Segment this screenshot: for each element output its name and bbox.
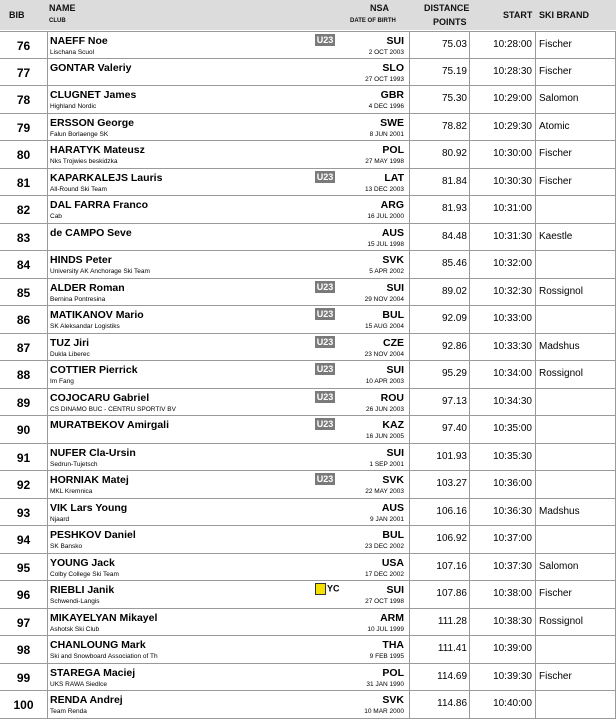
start-time: 10:28:00 (493, 39, 532, 50)
ski-brand: Fischer (539, 148, 572, 159)
nsa-code: AUS (381, 501, 404, 514)
distance-points: 92.86 (441, 340, 467, 352)
athlete-club: University AK Anchorage Ski Team (50, 268, 150, 275)
distance-points: 111.41 (437, 643, 467, 654)
table-row (0, 279, 616, 307)
start-time: 10:40:00 (493, 698, 532, 709)
bib-number: 94 (16, 533, 31, 547)
date-of-birth: 29 NOV 2004 (364, 295, 404, 303)
ski-brand: Rossignol (539, 368, 583, 379)
start-time: 10:38:00 (493, 588, 532, 599)
divider (47, 361, 48, 388)
distance-points: 78.82 (441, 120, 467, 132)
start-time: 10:32:30 (493, 285, 532, 297)
nsa-code: THA (382, 639, 404, 651)
athlete-club: Nks Trojwies beskidzka (50, 158, 118, 165)
athlete-club: Falun Borlaenge SK (50, 130, 109, 138)
table-row (0, 664, 616, 692)
date-of-birth: 5 APR 2002 (369, 268, 404, 275)
divider (535, 334, 536, 361)
divider (535, 361, 536, 388)
divider (535, 59, 536, 86)
divider (47, 251, 48, 278)
distance-points: 92.09 (441, 313, 467, 324)
table-row (0, 636, 616, 664)
nsa-code: SLO (382, 61, 404, 74)
start-time: 10:36:30 (493, 505, 532, 517)
nsa-code: SVK (382, 474, 404, 486)
distance-points: 95.29 (441, 368, 467, 379)
divider (47, 279, 48, 306)
date-of-birth: 27 MAY 1998 (365, 158, 404, 165)
divider (47, 416, 48, 443)
nsa-code: SUI (386, 364, 404, 376)
athlete-name: CLUGNET James (50, 89, 137, 101)
u23-badge: U23 (316, 474, 334, 484)
ski-brand: Rossignol (539, 615, 583, 627)
bib-number: 87 (16, 340, 31, 355)
divider (535, 636, 536, 663)
nsa-code: POL (382, 666, 404, 679)
start-time: 10:30:30 (493, 175, 532, 187)
distance-points: 75.19 (441, 65, 467, 77)
athlete-name: CHANLOUNG Mark (50, 639, 146, 651)
athlete-name: HORNIAK Matej (50, 474, 129, 486)
athlete-club: All-Round Ski Team (50, 185, 107, 193)
nsa-code: ARM (380, 611, 404, 624)
bib-number: 86 (16, 313, 31, 327)
distance-points: 80.92 (441, 148, 467, 159)
athlete-club: SK Aleksandar Logistiks (50, 323, 120, 330)
divider (535, 444, 536, 471)
divider (47, 334, 48, 361)
bib-number: 96 (16, 588, 31, 602)
divider (535, 251, 536, 278)
table-header (0, 0, 616, 30)
yc-label: YC (327, 583, 340, 594)
start-time: 10:29:00 (493, 93, 532, 104)
divider (47, 59, 48, 86)
divider (535, 554, 536, 581)
ski-brand: Atomic (539, 120, 570, 132)
table-row (0, 306, 616, 334)
u23-badge: U23 (316, 171, 334, 182)
start-time: 10:36:00 (493, 478, 532, 489)
date-of-birth: 10 MAR 2000 (364, 708, 404, 715)
athlete-club: Cab (50, 213, 62, 220)
table-row (0, 609, 616, 637)
divider (47, 581, 48, 608)
header-dob: DATE OF BIRTH (350, 18, 396, 24)
divider (535, 389, 536, 416)
bib-number: 99 (16, 670, 31, 685)
start-time: 10:39:00 (493, 643, 532, 654)
divider (47, 389, 48, 416)
table-row (0, 581, 616, 609)
nsa-code: SUI (386, 584, 404, 596)
athlete-name: RENDA Andrej (50, 694, 123, 706)
divider (47, 444, 48, 471)
divider (535, 114, 536, 141)
divider (47, 664, 48, 691)
athlete-club: Ski and Snowboard Association of Th (50, 653, 158, 660)
athlete-club: Highland Nordic (50, 103, 97, 110)
yellow-card-badge (315, 583, 340, 595)
table-body (0, 31, 616, 719)
divider (47, 554, 48, 581)
u23-badge: U23 (316, 309, 334, 319)
athlete-club: Colby College Ski Team (50, 570, 119, 578)
bib-number: 83 (16, 230, 31, 245)
divider (47, 471, 48, 498)
date-of-birth: 27 OCT 1998 (365, 598, 404, 605)
ski-brand: Rossignol (539, 285, 583, 297)
date-of-birth: 2 OCT 2003 (368, 49, 404, 56)
distance-points: 97.40 (441, 423, 467, 434)
date-of-birth: 1 SEP 2001 (369, 460, 404, 468)
start-time: 10:35:30 (493, 450, 532, 462)
nsa-code: GBR (380, 89, 404, 101)
ski-brand: Kaestle (539, 230, 573, 242)
header-bib: BIB (9, 10, 25, 20)
date-of-birth: 16 JUN 2005 (366, 433, 404, 440)
bib-number: 97 (16, 615, 31, 630)
athlete-name: MIKAYELYAN Mikayel (50, 611, 158, 624)
athlete-name: HINDS Peter (50, 254, 112, 266)
table-row (0, 444, 616, 472)
bib-number: 92 (16, 478, 31, 492)
divider (47, 196, 48, 223)
start-time: 10:32:00 (493, 258, 532, 269)
table-row (0, 499, 616, 527)
header-club: CLUB (49, 18, 66, 24)
nsa-code: SVK (382, 694, 404, 706)
nsa-code: BUL (382, 529, 404, 541)
ski-brand: Fischer (539, 65, 572, 77)
date-of-birth: 15 JUL 1998 (367, 240, 404, 248)
nsa-code: KAZ (382, 419, 404, 431)
date-of-birth: 31 JAN 1990 (366, 680, 404, 688)
bib-number: 79 (16, 120, 31, 135)
date-of-birth: 8 JUN 2001 (369, 130, 404, 138)
athlete-name: GONTAR Valeriy (50, 61, 132, 74)
start-time: 10:31:30 (493, 230, 532, 242)
athlete-club: UKS RAWA Siedlce (50, 680, 107, 688)
date-of-birth: 9 JAN 2001 (370, 515, 404, 523)
table-row (0, 526, 616, 554)
distance-points: 103.27 (436, 478, 467, 489)
bib-number: 95 (16, 560, 31, 575)
start-time: 10:31:00 (493, 203, 532, 214)
date-of-birth: 26 JUN 2003 (366, 405, 404, 413)
bib-number: 90 (16, 423, 31, 437)
divider (535, 86, 536, 113)
ski-brand: Fischer (539, 670, 572, 682)
nsa-code: SVK (382, 254, 404, 266)
ski-brand: Salomon (539, 560, 579, 572)
start-time: 10:37:00 (493, 533, 532, 544)
divider (535, 526, 536, 553)
ski-brand: Fischer (539, 175, 572, 187)
u23-badge: U23 (316, 391, 334, 402)
divider (535, 499, 536, 526)
divider (535, 224, 536, 251)
u23-badge: U23 (316, 35, 334, 45)
divider (47, 169, 48, 196)
start-time: 10:28:30 (493, 65, 532, 77)
date-of-birth: 9 FEB 1995 (369, 653, 404, 660)
table-row (0, 59, 616, 87)
bib-number: 89 (16, 395, 31, 410)
date-of-birth: 22 MAY 2003 (365, 488, 404, 495)
divider (47, 691, 48, 718)
nsa-code: AUS (381, 226, 404, 239)
athlete-name: ERSSON George (50, 116, 135, 129)
distance-points: 111.28 (437, 615, 467, 627)
athlete-club: Im Fang (50, 378, 74, 385)
distance-points: 97.13 (441, 395, 467, 407)
header-name: NAME (49, 3, 76, 13)
divider (47, 114, 48, 141)
athlete-name: NUFER Cla-Ursin (50, 446, 136, 459)
date-of-birth: 13 DEC 2003 (364, 185, 404, 193)
distance-points: 89.02 (441, 285, 467, 297)
start-time: 10:33:30 (493, 340, 532, 352)
divider (47, 306, 48, 333)
distance-points: 114.69 (437, 670, 467, 682)
divider (535, 196, 536, 223)
bib-number: 91 (16, 450, 31, 465)
distance-points: 75.30 (441, 93, 467, 104)
athlete-name: MATIKANOV Mario (50, 309, 144, 321)
divider (47, 526, 48, 553)
bib-number: 82 (16, 203, 31, 217)
date-of-birth: 23 DEC 2002 (364, 543, 404, 550)
athlete-club: Lischana Scuol (50, 49, 95, 56)
u23-badge: U23 (316, 364, 334, 374)
nsa-code: USA (381, 556, 404, 569)
table-row (0, 389, 616, 417)
athlete-club: SK Bansko (50, 543, 83, 550)
table-row (0, 554, 616, 582)
athlete-name: TUZ Jiri (50, 336, 90, 349)
distance-points: 75.03 (441, 39, 467, 50)
start-time: 10:39:30 (493, 670, 532, 682)
ski-brand: Fischer (539, 588, 572, 599)
header-nsa: NSA (370, 3, 390, 13)
bib-number: 93 (16, 505, 31, 520)
u23-badge: U23 (316, 336, 334, 347)
distance-points: 107.16 (436, 560, 467, 572)
nsa-code: SUI (386, 446, 404, 459)
athlete-name: YOUNG Jack (50, 556, 115, 569)
nsa-code: SWE (380, 116, 404, 129)
date-of-birth: 10 JUL 1999 (367, 625, 404, 633)
table-row (0, 196, 616, 224)
athlete-club: Bernina Pontresina (50, 295, 106, 303)
distance-points: 107.86 (436, 588, 467, 599)
u23-badge: U23 (316, 419, 334, 429)
start-time: 10:34:00 (493, 368, 532, 379)
distance-points: 106.16 (436, 505, 467, 517)
distance-points: 81.84 (441, 175, 467, 187)
table-row (0, 471, 616, 499)
date-of-birth: 16 JUL 2000 (367, 213, 404, 220)
date-of-birth: 10 APR 2003 (365, 378, 404, 385)
table-row (0, 416, 616, 444)
divider (47, 32, 48, 58)
table-row (0, 334, 616, 362)
nsa-code: POL (382, 144, 404, 156)
athlete-name: VIK Lars Young (50, 501, 128, 514)
bib-number: 100 (13, 698, 34, 712)
table-row (0, 169, 616, 197)
distance-points: 85.46 (441, 258, 467, 269)
athlete-name: ALDER Roman (50, 281, 125, 294)
divider (47, 224, 48, 251)
nsa-code: ARG (380, 199, 404, 211)
divider (47, 609, 48, 636)
nsa-code: SUI (386, 35, 404, 47)
divider (535, 581, 536, 608)
table-row (0, 691, 616, 719)
athlete-club: Schwendi-Langis (50, 598, 100, 605)
table-row (0, 31, 616, 59)
bib-number: 88 (16, 368, 31, 382)
distance-points: 81.93 (441, 203, 467, 214)
divider (535, 306, 536, 333)
divider (47, 636, 48, 663)
athlete-name: KAPARKALEJS Lauris (50, 171, 163, 184)
nsa-code: SUI (386, 281, 404, 294)
table-row (0, 114, 616, 142)
athlete-club: MKL Kremnica (50, 488, 93, 495)
distance-points: 106.92 (436, 533, 467, 544)
bib-number: 80 (16, 148, 31, 162)
distance-points: 114.86 (437, 698, 467, 709)
nsa-code: BUL (382, 309, 404, 321)
divider (47, 499, 48, 526)
header-points: POINTS (433, 17, 467, 27)
athlete-club: Ashotsk Ski Club (50, 625, 100, 633)
start-time: 10:35:00 (493, 423, 532, 434)
bib-number: 84 (16, 258, 31, 272)
bib-number: 81 (16, 175, 31, 190)
divider (535, 32, 536, 58)
nsa-code: ROU (380, 391, 404, 404)
athlete-name: NAEFF Noe (50, 35, 108, 47)
date-of-birth: 23 NOV 2004 (364, 350, 404, 358)
table-row (0, 224, 616, 252)
start-time: 10:38:30 (493, 615, 532, 627)
athlete-name: HARATYK Mateusz (50, 144, 145, 156)
header-distance: DISTANCE (424, 3, 470, 13)
header-start: START (503, 10, 533, 20)
divider (535, 471, 536, 498)
divider (535, 609, 536, 636)
date-of-birth: 17 DEC 2002 (364, 570, 404, 578)
start-time: 10:30:00 (493, 148, 532, 159)
athlete-name: de CAMPO Seve (50, 226, 132, 239)
start-time: 10:34:30 (493, 395, 532, 407)
athlete-name: COJOCARU Gabriel (50, 391, 150, 404)
start-time: 10:33:00 (493, 313, 532, 324)
divider (47, 86, 48, 113)
athlete-name: COTTIER Pierrick (50, 364, 138, 376)
athlete-name: DAL FARRA Franco (50, 199, 149, 211)
athlete-club: Njaard (50, 515, 70, 523)
divider (535, 279, 536, 306)
athlete-name: PESHKOV Daniel (50, 529, 136, 541)
table-row (0, 361, 616, 389)
table-row (0, 251, 616, 279)
ski-brand: Fischer (539, 39, 572, 50)
ski-brand: Madshus (539, 505, 580, 517)
u23-badge: U23 (316, 281, 334, 292)
divider (47, 141, 48, 168)
bib-number: 98 (16, 643, 31, 657)
athlete-club: CS DINAMO BUC - CENTRU SPORTIV BV (50, 405, 176, 413)
distance-points: 101.93 (436, 450, 467, 462)
nsa-code: CZE (383, 336, 404, 349)
date-of-birth: 27 OCT 1993 (365, 75, 404, 83)
bib-number: 78 (16, 93, 31, 107)
bib-number: 76 (16, 39, 31, 53)
yellow-card-icon (315, 583, 326, 595)
athlete-name: RIEBLI Janik (50, 584, 115, 596)
divider (535, 664, 536, 691)
header-ski-brand: SKI BRAND (539, 10, 590, 20)
date-of-birth: 4 DEC 1996 (368, 103, 404, 110)
bib-number: 77 (16, 65, 31, 80)
ski-brand: Salomon (539, 93, 579, 104)
athlete-name: STAREGA Maciej (50, 666, 136, 679)
divider (535, 416, 536, 443)
athlete-club: Sedrun-Tujetsch (50, 460, 98, 468)
athlete-club: Dukla Liberec (50, 350, 90, 358)
bib-number: 85 (16, 285, 31, 300)
athlete-name: MURATBEKOV Amirgali (50, 419, 170, 431)
table-row (0, 141, 616, 169)
distance-points: 84.48 (441, 230, 467, 242)
athlete-club: Team Renda (50, 708, 87, 715)
date-of-birth: 15 AUG 2004 (364, 323, 404, 330)
start-time: 10:37:30 (493, 560, 532, 572)
ski-brand: Madshus (539, 340, 580, 352)
divider (535, 169, 536, 196)
nsa-code: LAT (384, 171, 404, 184)
divider (535, 141, 536, 168)
table-row (0, 86, 616, 114)
start-time: 10:29:30 (493, 120, 532, 132)
divider (535, 691, 536, 718)
